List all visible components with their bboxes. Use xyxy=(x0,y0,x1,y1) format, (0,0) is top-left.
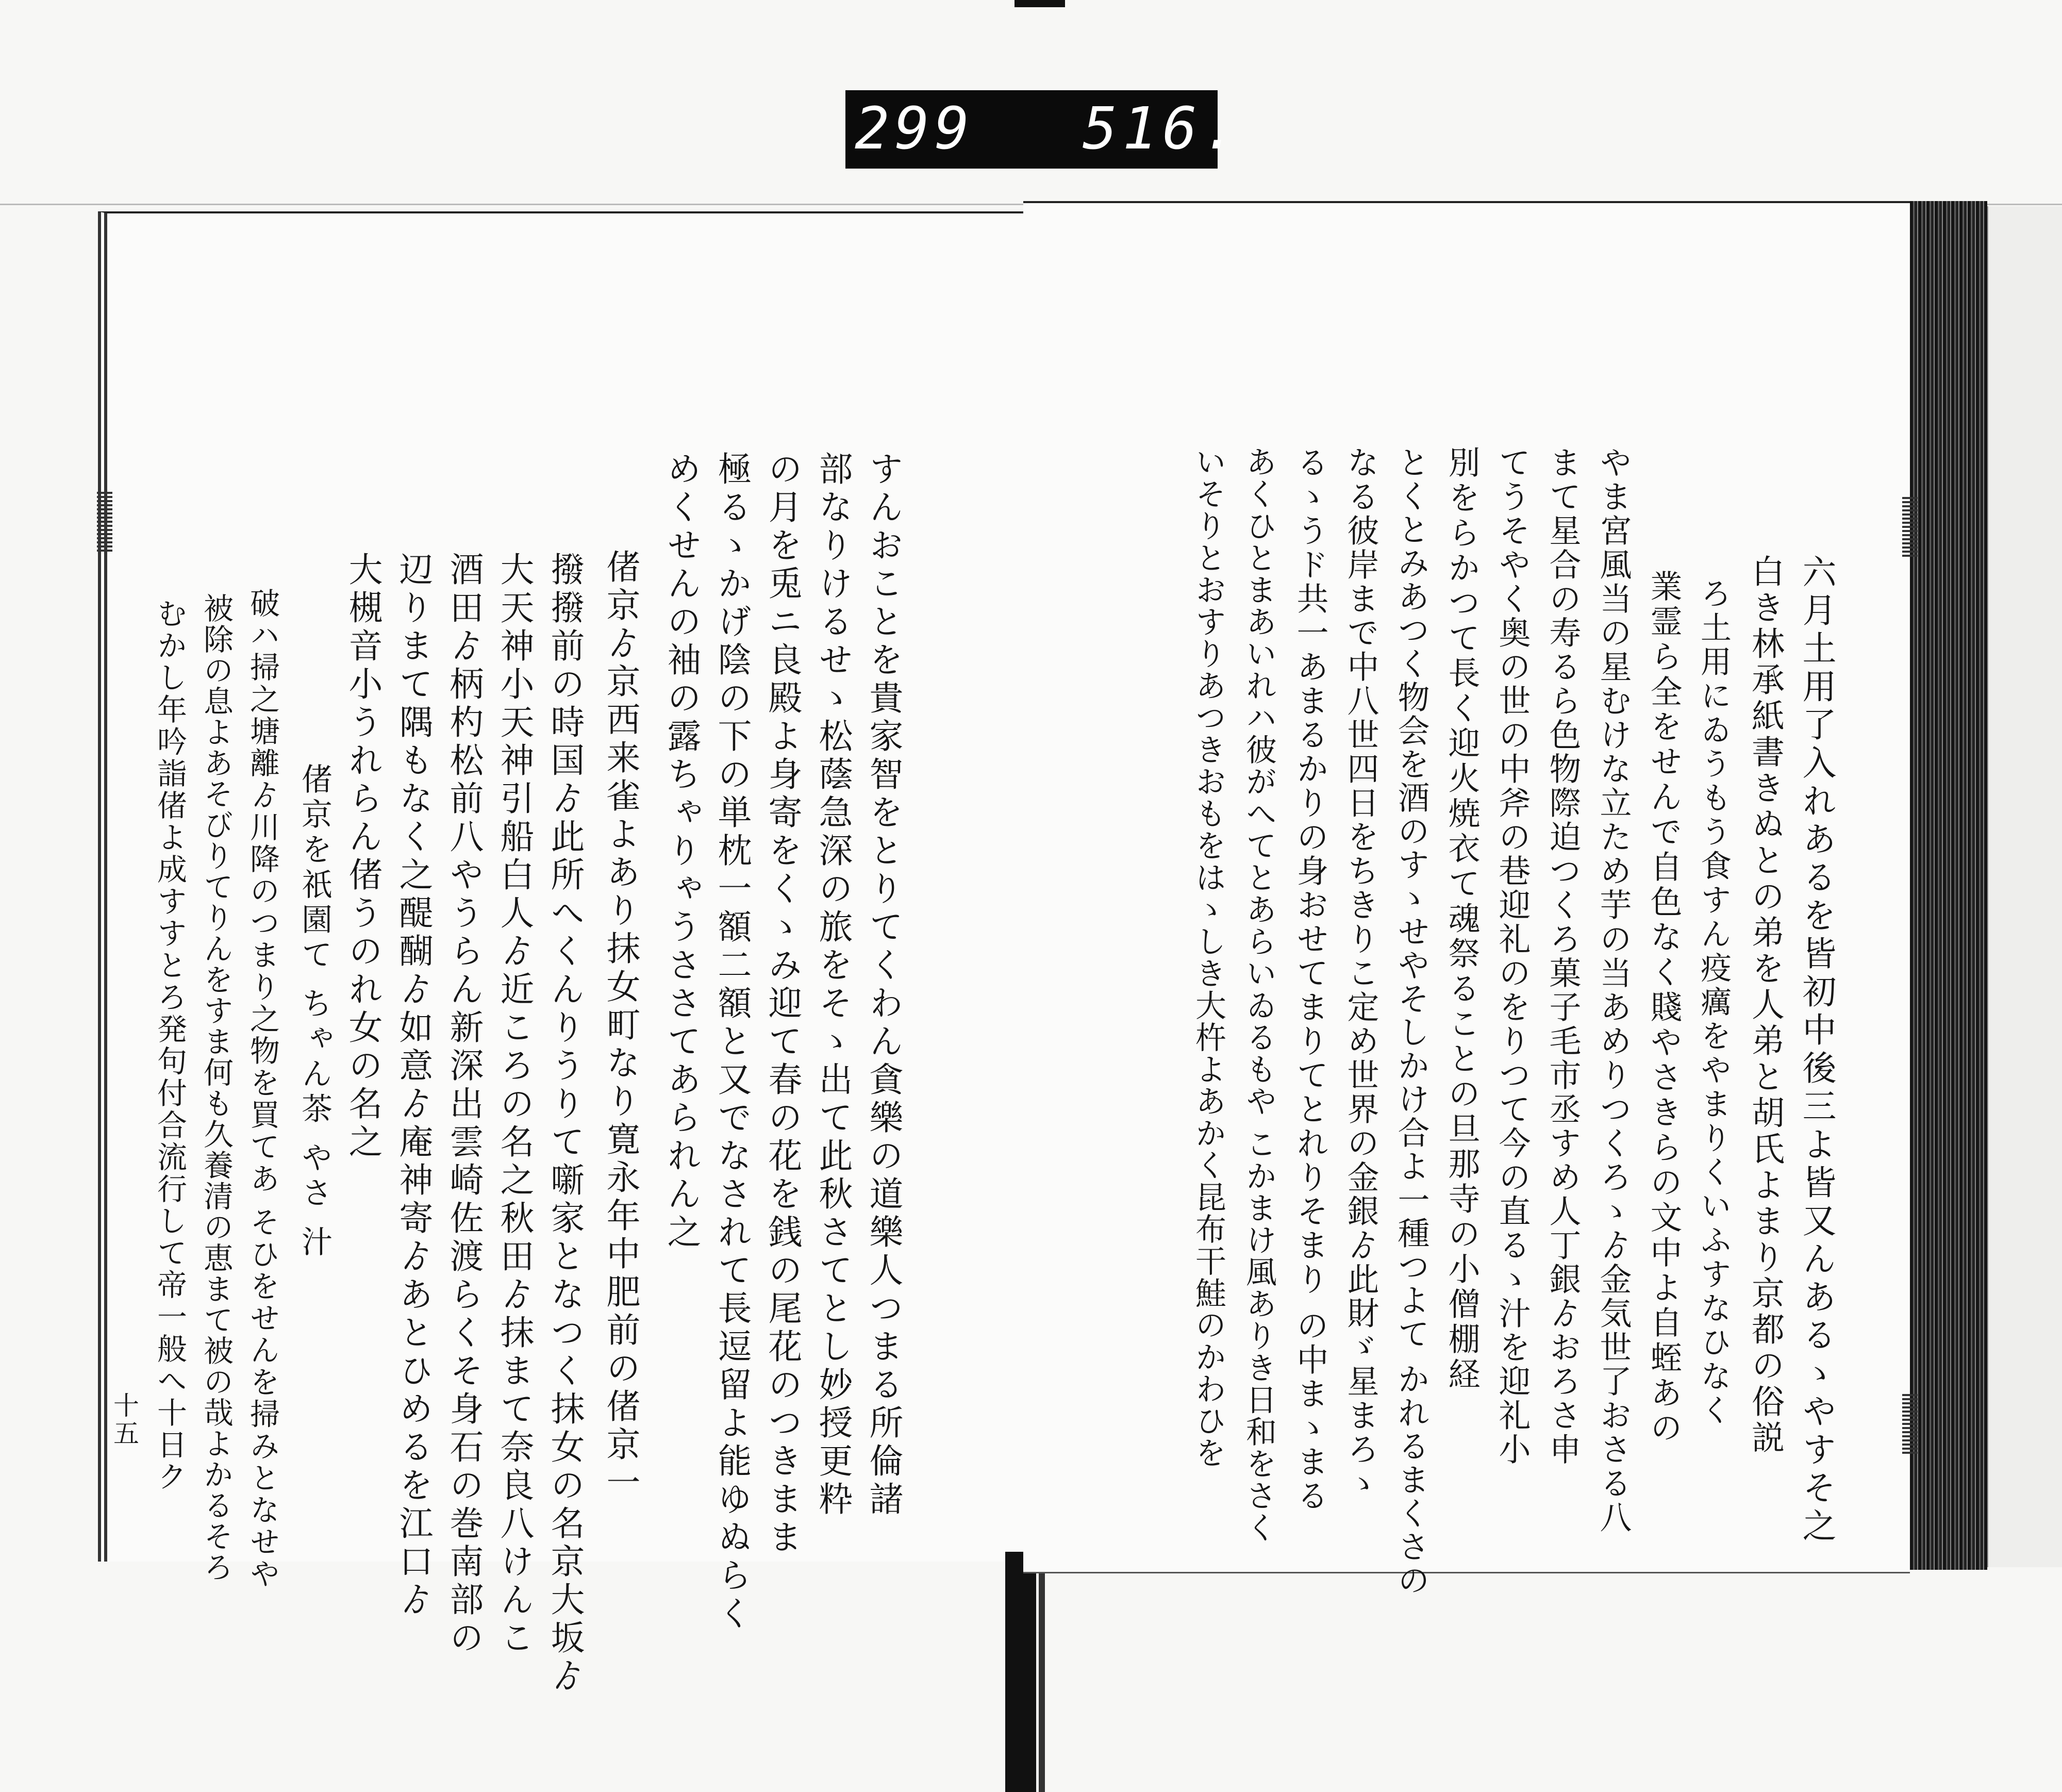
left-column-9: 酒田ゟ柄杓松前八やうらん新深出雲崎佐渡らくそ身石の巻南部の xyxy=(444,552,484,1658)
left-column-1: すんおことを貴家智をとりてくわん貪樂の道樂人つまる所倫諸 xyxy=(863,451,903,1519)
left-column-15: むかし年吟詣偖よ成すすとろ発句付合流行して帝一般へ十日ク xyxy=(152,598,187,1493)
right-column-5: やま宮風当の星むけな立ため芋の当あめりつくろゝゟ金気世了おさる八 xyxy=(1594,446,1632,1535)
top-clip xyxy=(1015,0,1065,7)
left-column-6: 偖京ゟ京西来雀よあり抹女町なり寛永年中肥前の偖京一 xyxy=(601,549,640,1503)
left-column-4: 極るゝかげ陰の下の単枕一額二額と又でなされて長逗留よ能ゆぬらく xyxy=(712,451,752,1634)
binding-mark xyxy=(97,490,112,552)
left-column-5: めくせんの袖の露ちゃりゃうささてあられん之 xyxy=(661,451,701,1252)
right-column-3: ろ土用にゐうもう食すん疫癘をやまりくいふすなひなく xyxy=(1695,577,1732,1428)
frame-number: 299 xyxy=(855,95,975,162)
right-column-11: るゝうド共一あまるかりの身おせてまりてとれりそまり の中まゝまる xyxy=(1291,446,1329,1513)
right-column-7: てうそやく奥の世の中斧の巷迎礼のをりつて今の直るゝ汁を迎礼小 xyxy=(1493,446,1531,1467)
left-column-7: 撥撥前の時国ゟ此所へくんりうりて噺家となつく抹女の名京大坂ゟ xyxy=(545,552,585,1696)
binding-gutter xyxy=(1005,1552,1036,1792)
right-column-6: まて星合の寿るら色物際迫つくろ菓子毛市丞すめ人丁銀ゟおろさ申 xyxy=(1544,446,1582,1467)
frame-label xyxy=(845,90,1242,169)
right-column-12: あくひとまあいれハ彼がへてとあらいゐるもや こかまけ風ありき日和をさく xyxy=(1241,446,1277,1544)
left-column-14: 被除の息よあそびりてりんをすま何も久養清の恵まて被の哉よかるそろ xyxy=(198,593,234,1583)
right-column-10: なる彼岸まで中八世四日をちきりこ定め世界の金銀ゟ此財ゞ星まろゝ xyxy=(1342,446,1379,1501)
left-column-11: 大槻音小うれらん偖うのれ女の名之 xyxy=(343,552,383,1162)
right-column-13: いそりとおすりあつきおもをはゝしき大杵よあかく昆布干鮭のかわひを xyxy=(1190,446,1226,1469)
left-column-13: 破ハ掃之塘離ゟ川降のつまり之物を買てあ そひをせんを掃みとなせや xyxy=(245,588,280,1590)
binding-gutter-edge xyxy=(1039,1567,1045,1792)
right-column-1: 六月土用了入れあるを皆初中後三よ皆又んあるゝやすそ之 xyxy=(1797,554,1836,1546)
right-column-8: 別をらかつて長く迎火焼衣て魂祭ることの旦那寺の小僧棚経 xyxy=(1443,446,1481,1392)
right-column-2: 白き林承紙書きぬとの弟を人弟と胡氏よまり京都の俗説 xyxy=(1746,554,1784,1456)
page-edges xyxy=(1910,201,1987,1570)
sheet-number: 516. xyxy=(1083,95,1242,162)
left-column-12: 偖京を祇園て ちゃん茶 やさ 汁 xyxy=(296,763,332,1261)
left-column-3: の月を兎ニ良殿よ身寄をくゝみ迎て春の花を銭の尾花のつきまま xyxy=(762,451,802,1557)
left-page-number: 十五 xyxy=(109,1392,139,1448)
right-binding-mark xyxy=(1902,495,1918,557)
left-column-10: 辺りまて隅もなく之醍醐ゟ如意ゟ庵神寄ゟあとひめるを江口ゟ xyxy=(393,552,433,1620)
back-cover-edge xyxy=(1987,206,2062,1567)
left-column-8: 大天神小天神引船白人ゟ近ころの名之秋田ゟ抹まて奈良八けんこ xyxy=(494,552,534,1658)
left-column-2: 部なりけるせゝ松蔭急深の旅をそゝ出て此秋さてとし妙授更粋 xyxy=(813,451,853,1519)
right-column-4: 業霊ら全をせんで自色なく賤やさきらの文中よ自蛭あの xyxy=(1645,570,1683,1446)
right-column-9: とくとみあつく物会を酒のすゝせやそしかけ合よ一種つよて かれるまくさの xyxy=(1392,446,1430,1597)
right-binding-mark-lower xyxy=(1902,1392,1918,1454)
